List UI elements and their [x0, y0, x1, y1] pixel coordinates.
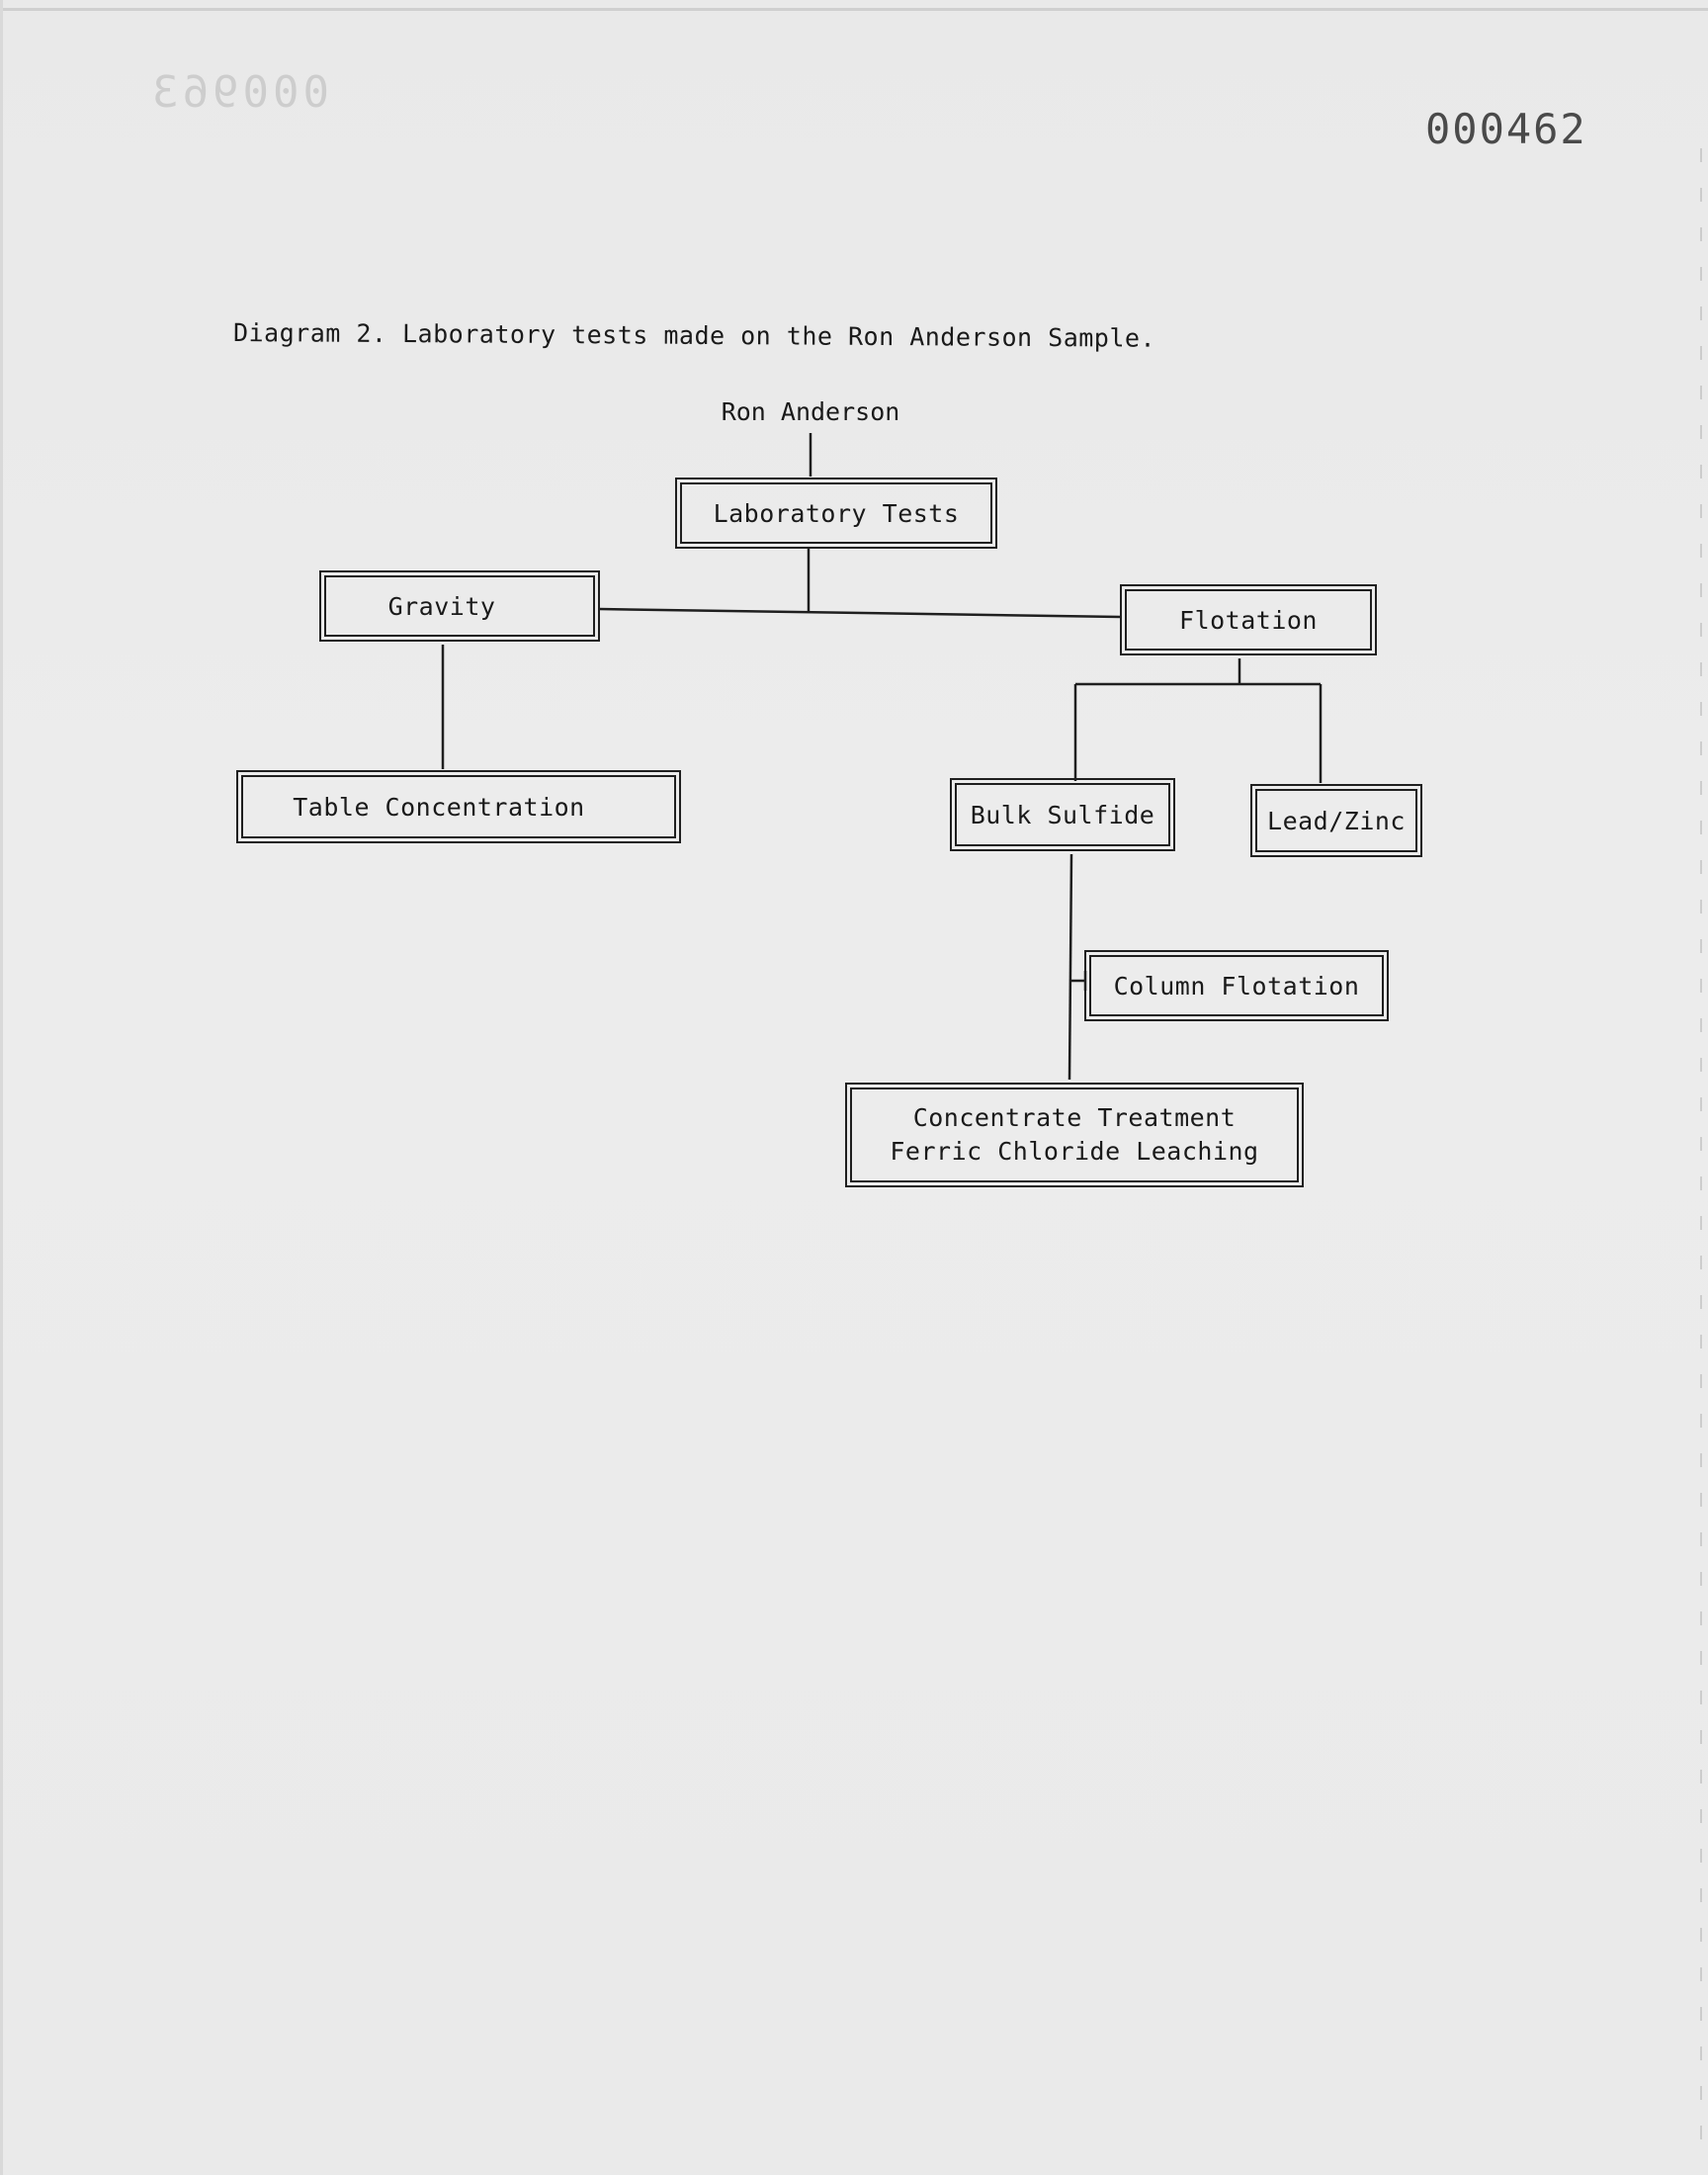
node-flotation: [1125, 589, 1372, 651]
scan-top-edge: [0, 8, 1708, 11]
node-laboratory-tests: [680, 482, 992, 544]
node-column-flotation: [1089, 955, 1384, 1016]
diagram-caption: Diagram 2. Laboratory tests made on the Ron Anderson Sample.: [232, 318, 1156, 353]
node-label: Gravity: [387, 591, 496, 621]
node-label: Column Flotation: [1113, 971, 1360, 1000]
node-label: Table Concentration: [293, 792, 585, 822]
node-label-line-2: Ferric Chloride Leaching: [890, 1137, 1259, 1166]
node-bulk-sulfide: [955, 783, 1170, 846]
node-label-line-1: Concentrate Treatment: [912, 1103, 1237, 1132]
root-node-ron-anderson: Ron Anderson: [721, 397, 900, 426]
node-label: Lead/Zinc: [1267, 806, 1406, 835]
edge-bulk-down: [1069, 854, 1071, 1080]
bleed-through-number: 000963: [148, 67, 329, 118]
node-label-group: [890, 1101, 1258, 1169]
document-number-stamp: 000462: [1425, 105, 1587, 153]
node-concentrate-treatment: [850, 1088, 1299, 1182]
node-lead-zinc: [1255, 789, 1417, 852]
node-label: Flotation: [1179, 605, 1318, 635]
node-label: Laboratory Tests: [713, 498, 960, 528]
scan-left-edge: [0, 0, 3, 2175]
edge-gravity-to-flotation: [599, 609, 1121, 617]
scan-right-edge: [1700, 148, 1702, 2165]
node-gravity: [324, 575, 595, 637]
node-label: Bulk Sulfide: [970, 800, 1155, 829]
node-table-concentration: [241, 775, 676, 838]
